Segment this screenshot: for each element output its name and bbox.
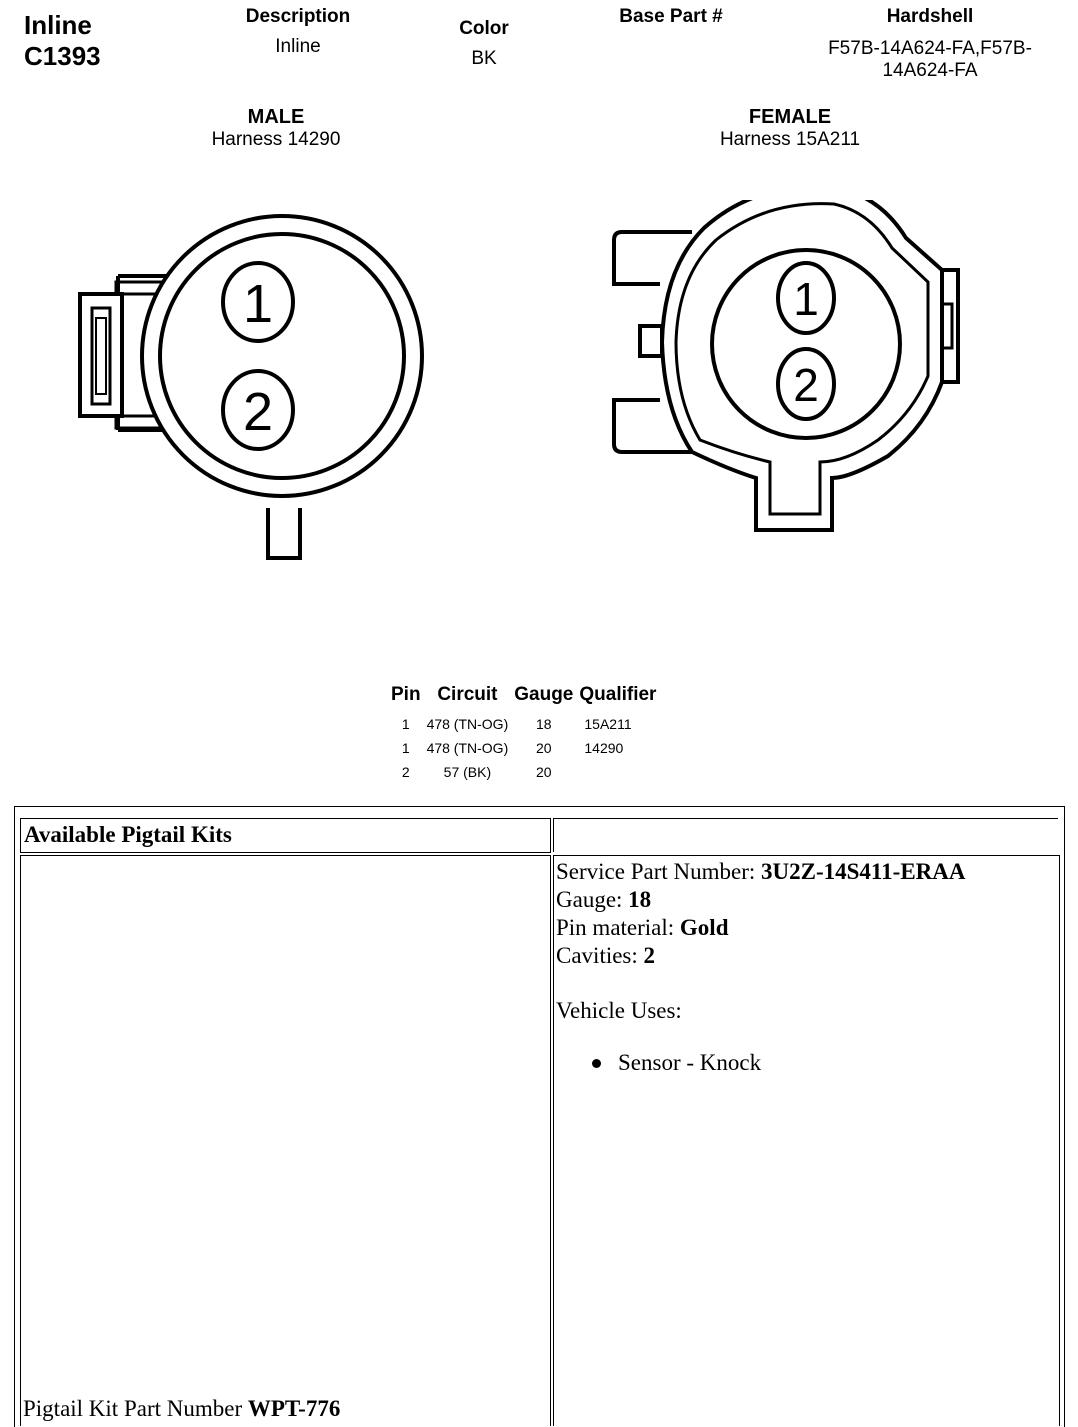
base-part-block [590, 6, 752, 28]
service-part-number [556, 858, 1059, 886]
pin-table [388, 684, 659, 782]
kit-part-number [23, 1396, 340, 1422]
pigtail-details-cell [553, 855, 1060, 1426]
circuit-cell: 478 (TN-OG) [426, 739, 509, 756]
pigtail-heading: Available Pigtail Kits [24, 822, 232, 847]
circuit-header: Circuit [437, 684, 498, 705]
kit-part-value: WPT-776 [247, 1396, 341, 1421]
table-row [388, 734, 659, 758]
connector-type: Inline [24, 10, 92, 40]
pin-cell: 2 [401, 763, 410, 780]
cavities-label: Cavities: [556, 943, 644, 968]
gauge-line [556, 886, 1059, 914]
description-label: Description [245, 6, 351, 27]
pin-cell: 1 [401, 739, 410, 756]
qualifier-cell: 14290 [584, 739, 624, 756]
service-part-value: 3U2Z-14S411-ERAA [761, 859, 966, 884]
female-connector-diagram [600, 200, 970, 540]
circuit-cell: 478 (TN-OG) [426, 715, 509, 732]
color-block [424, 18, 544, 70]
pigtail-image-cell [20, 855, 551, 1426]
kit-part-label: Pigtail Kit Part Number [23, 1396, 248, 1421]
female-harness: Harness 15A211 [719, 129, 861, 150]
qualifier-cell: 15A211 [584, 715, 632, 732]
gauge-label: Gauge: [556, 887, 629, 912]
connector-title [24, 10, 101, 72]
gauge-cell: 20 [536, 739, 552, 756]
cavities-line [556, 942, 1059, 970]
list-item [618, 1049, 1059, 1077]
connector-id: C1393 [24, 41, 101, 71]
base-part-label: Base Part # [619, 6, 723, 27]
description-block [218, 6, 378, 58]
vehicle-uses-label: Vehicle Uses: [556, 998, 682, 1023]
hardshell-line1: F57B-14A624-FA,F57B- [828, 38, 1032, 59]
gauge-cell: 18 [536, 715, 552, 732]
table-row [388, 758, 659, 782]
vehicle-uses-list [556, 1049, 1059, 1077]
female-title: FEMALE [748, 106, 832, 128]
gauge-cell: 20 [536, 763, 552, 780]
qualifier-cell [576, 758, 659, 782]
service-part-label: Service Part Number: [556, 859, 762, 884]
male-pin-1: 1 [242, 274, 274, 334]
hardshell-label: Hardshell [886, 6, 974, 27]
female-heading [690, 106, 890, 151]
table-row [388, 710, 659, 734]
pin-cell: 1 [401, 715, 410, 732]
hardshell-block [800, 6, 1060, 82]
male-heading [176, 106, 376, 151]
color-label: Color [459, 18, 509, 39]
male-pin-2: 2 [242, 382, 274, 442]
pin-material-value: Gold [679, 915, 729, 940]
vehicle-use-text: Sensor - Knock [618, 1050, 762, 1075]
color-value: BK [471, 48, 497, 69]
pin-material-label: Pin material: [556, 915, 680, 940]
qualifier-header: Qualifier [579, 684, 657, 705]
circuit-cell: 57 (BK) [443, 763, 492, 780]
gauge-value: 18 [628, 887, 652, 912]
pigtail-heading-cell [20, 818, 551, 853]
female-pin-1: 1 [793, 273, 819, 325]
pin-material-line [556, 914, 1059, 942]
hardshell-line2: 14A624-FA [882, 60, 978, 81]
pigtail-heading-spacer [553, 818, 1058, 852]
pin-header: Pin [391, 684, 421, 705]
bullet-icon [592, 1059, 601, 1068]
description-value: Inline [275, 36, 321, 57]
pin-table-header-row [388, 684, 659, 710]
male-harness: Harness 14290 [211, 129, 341, 150]
male-connector-diagram [70, 200, 440, 570]
gauge-header: Gauge [514, 684, 574, 705]
male-title: MALE [247, 106, 305, 128]
cavities-value: 2 [643, 943, 656, 968]
female-pin-2: 2 [793, 359, 819, 411]
